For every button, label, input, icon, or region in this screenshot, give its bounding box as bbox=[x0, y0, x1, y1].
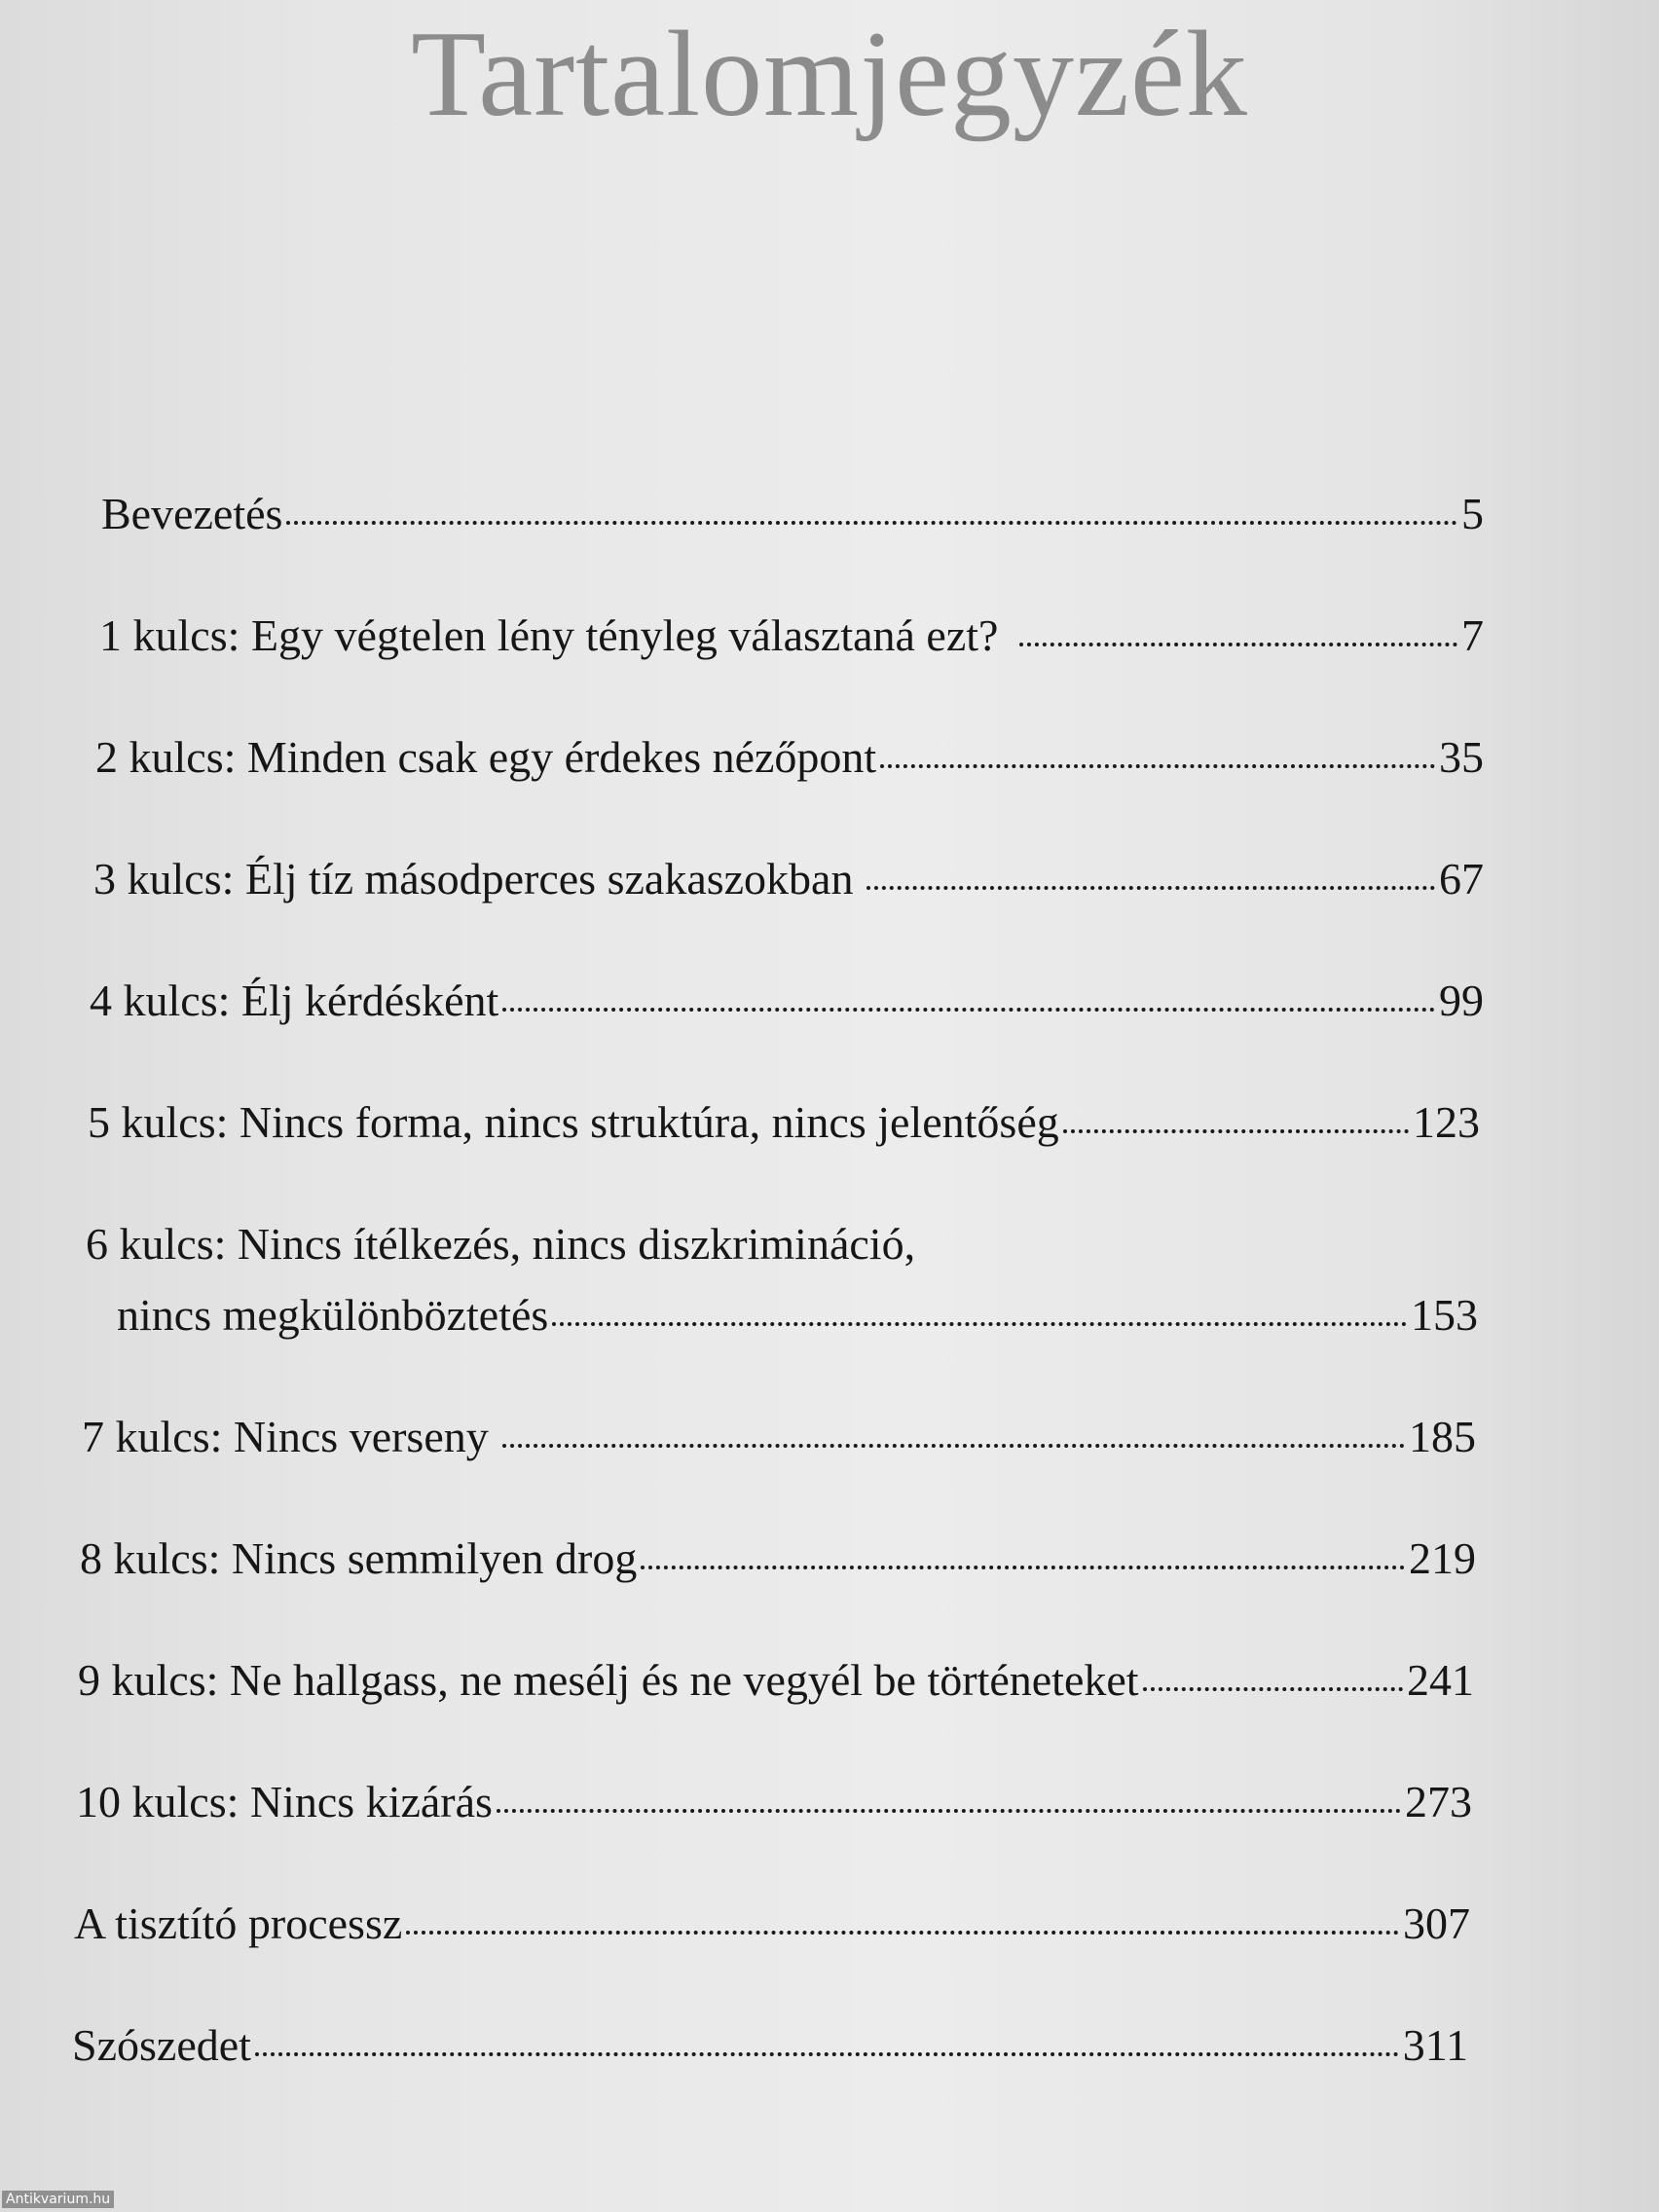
toc-entry-label: 2 kulcs: Minden csak egy érdekes nézőpont bbox=[95, 732, 877, 782]
toc-entry-page: 123 bbox=[1413, 1097, 1480, 1147]
toc-entry-page: 185 bbox=[1409, 1412, 1476, 1461]
dot-leader bbox=[1019, 643, 1457, 646]
dot-leader bbox=[1143, 1687, 1403, 1691]
toc-entry-key-6 bbox=[117, 1288, 1478, 1343]
toc-entry-tisztito-processz bbox=[74, 1897, 1470, 1951]
toc-entry-bevezetes bbox=[101, 487, 1484, 541]
toc-entry-page: 5 bbox=[1461, 489, 1484, 538]
toc-entry-key-1 bbox=[99, 608, 1484, 663]
toc-entry-page: 67 bbox=[1439, 854, 1484, 903]
toc-entry-key-5 bbox=[88, 1095, 1480, 1150]
toc-entry-label: Bevezetés bbox=[101, 489, 283, 538]
toc-entry-key-10 bbox=[76, 1775, 1472, 1829]
toc-entry-page: 7 bbox=[1461, 610, 1484, 660]
toc-entry-label: 4 kulcs: Élj kérdésként bbox=[90, 976, 499, 1025]
watermark: Antikvarium.hu bbox=[2, 2191, 114, 2208]
toc-entry-label: 10 kulcs: Nincs kizárás bbox=[76, 1777, 493, 1826]
dot-leader bbox=[255, 2052, 1399, 2056]
toc-entry-key-7 bbox=[82, 1410, 1476, 1464]
dot-leader bbox=[641, 1566, 1405, 1569]
dot-leader bbox=[880, 764, 1435, 768]
toc-entry-key-8 bbox=[80, 1531, 1476, 1586]
toc-entry-page: 273 bbox=[1405, 1777, 1472, 1826]
toc-entry-label: A tisztító processz bbox=[74, 1899, 403, 1948]
toc-entry-page: 307 bbox=[1403, 1899, 1470, 1948]
dot-leader bbox=[497, 1809, 1401, 1813]
toc-entry-szoszedet bbox=[72, 2018, 1468, 2073]
dot-leader bbox=[1063, 1129, 1409, 1133]
toc-entry-key-3 bbox=[93, 852, 1484, 906]
dot-leader bbox=[502, 1444, 1405, 1448]
toc-entry-label: 7 kulcs: Nincs verseny bbox=[82, 1412, 489, 1461]
toc-entry-key-4 bbox=[90, 974, 1484, 1028]
toc-entry-label: 9 kulcs: Ne hallgass, ne mesélj és ne vegyél be történeteket bbox=[78, 1655, 1139, 1705]
dot-leader bbox=[866, 886, 1435, 890]
toc-entry-label: 8 kulcs: Nincs semmilyen drog bbox=[80, 1533, 638, 1583]
toc-entry-key-9 bbox=[78, 1653, 1474, 1708]
toc-entry-page: 241 bbox=[1407, 1655, 1474, 1705]
dot-leader bbox=[552, 1322, 1407, 1326]
toc-entry-label: 3 kulcs: Élj tíz másodperces szakaszokban bbox=[93, 854, 854, 903]
toc-entry-page: 311 bbox=[1402, 2020, 1468, 2070]
toc-entry-page: 99 bbox=[1439, 976, 1484, 1025]
dot-leader bbox=[502, 1008, 1435, 1012]
toc-entry-label: Szószedet bbox=[72, 2020, 251, 2070]
dot-leader bbox=[286, 521, 1457, 525]
dot-leader bbox=[406, 1931, 1399, 1935]
toc-entry-page: 219 bbox=[1409, 1533, 1476, 1583]
toc-entry-page: 35 bbox=[1439, 732, 1484, 782]
toc-entry-label: 1 kulcs: Egy végtelen lény tényleg választaná ezt? bbox=[99, 610, 999, 660]
toc-entry-label: nincs megkülönböztetés bbox=[117, 1290, 549, 1340]
toc-entry-page: 153 bbox=[1411, 1290, 1478, 1340]
toc-entry-label: 5 kulcs: Nincs forma, nincs struktúra, nincs jelentőség bbox=[88, 1097, 1059, 1147]
page-title: Tartalomjegyzék bbox=[411, 7, 1248, 142]
toc-entry-key-6-line1: 6 kulcs: Nincs ítélkezés, nincs diszkrimináció, bbox=[86, 1219, 916, 1269]
toc-entry-key-2 bbox=[95, 730, 1484, 785]
